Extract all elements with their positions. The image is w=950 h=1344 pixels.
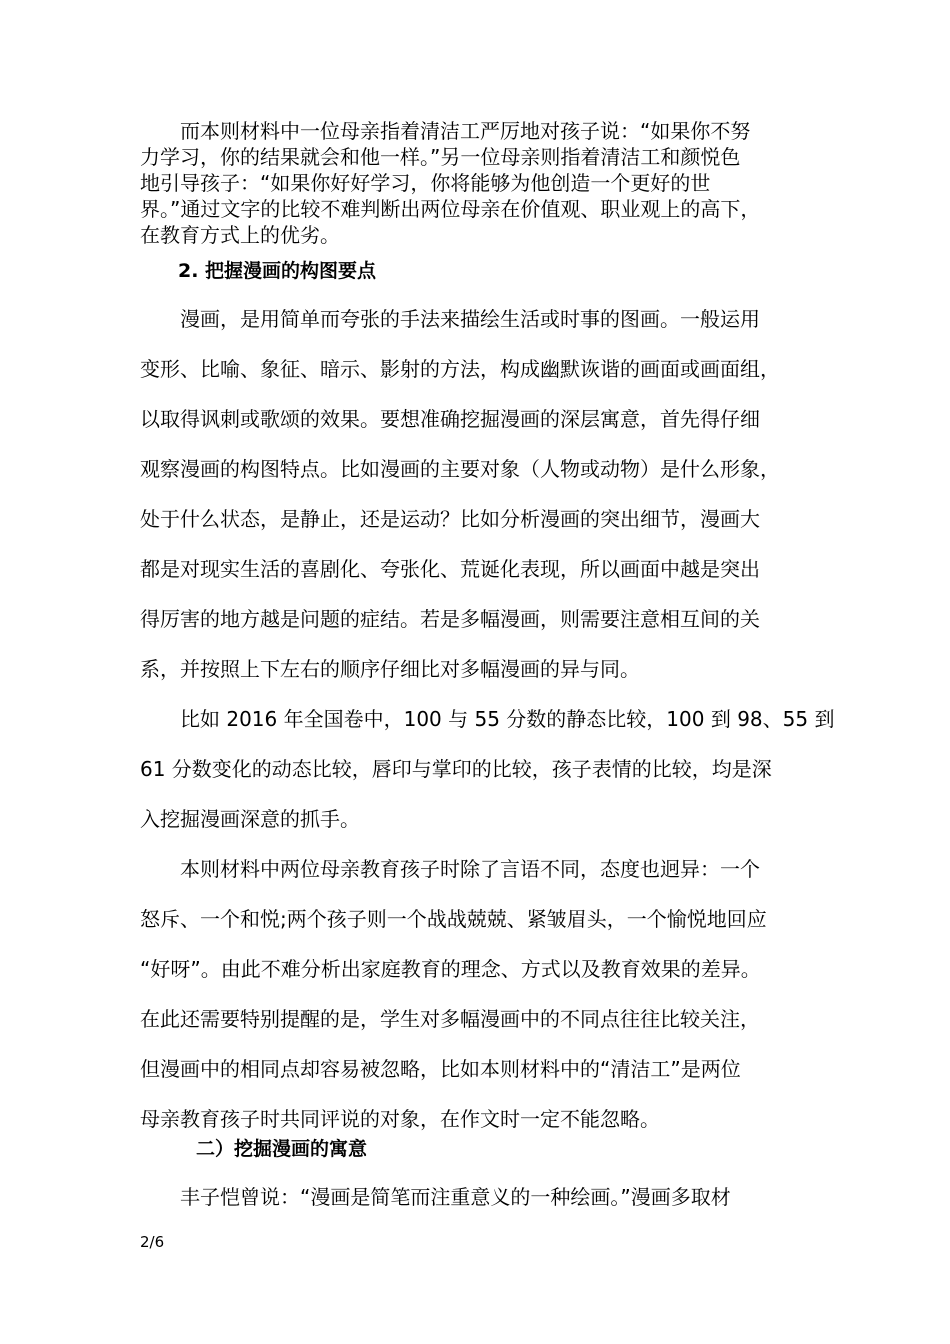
paragraph-line: 力学习，你的结果就会和他一样。”另一位母亲则指着清洁工和颜悦色 [140,145,741,169]
section-heading-2: 2. 把握漫画的构图要点 [178,260,377,282]
page-number: 2/6 [140,1233,165,1251]
paragraph-line: 处于什么状态，是静止，还是运动？比如分析漫画的突出细节，漫画大 [140,507,760,531]
paragraph-line: 界。”通过文字的比较不难判断出两位母亲在价值观、职业观上的高下， [140,197,761,221]
paragraph-line: 在此还需要特别提醒的是，学生对多幅漫画中的不同点往往比较关注， [140,1007,760,1031]
paragraph-line: 本则材料中两位母亲教育孩子时除了言语不同，态度也迥异：一个 [140,857,760,881]
paragraph-line: 母亲教育孩子时共同评说的对象，在作文时一定不能忽略。 [140,1107,660,1131]
paragraph-line: 入挖掘漫画深意的抓手。 [140,807,360,831]
paragraph-line: 61 分数变化的动态比较，唇印与掌印的比较，孩子表情的比较，均是深 [140,757,772,781]
paragraph-line: 丰子恺曾说：“漫画是简笔而注重意义的一种绘画。”漫画多取材 [140,1185,731,1209]
paragraph-line: 漫画，是用简单而夸张的手法来描绘生活或时事的图画。一般运用 [140,307,760,331]
section-heading-3: 二）挖掘漫画的寓意 [196,1138,368,1160]
paragraph-line: 而本则材料中一位母亲指着清洁工严厉地对孩子说：“如果你不努 [140,119,751,143]
paragraph-line: “好呀”。由此不难分析出家庭教育的理念、方式以及教育效果的差异。 [140,957,761,981]
paragraph-line: 得厉害的地方越是问题的症结。若是多幅漫画，则需要注意相互间的关 [140,607,760,631]
paragraph-line: 地引导孩子：“如果你好好学习，你将能够为他创造一个更好的世 [140,171,711,195]
paragraph-1 [140,118,830,248]
paragraph-line: 观察漫画的构图特点。比如漫画的主要对象（人物或动物）是什么形象， [140,457,780,481]
paragraph-line: 但漫画中的相同点却容易被忽略，比如本则材料中的“清洁工”是两位 [140,1057,741,1081]
paragraph-line: 变形、比喻、象征、暗示、影射的方法，构成幽默诙谐的画面或画面组， [140,357,780,381]
paragraph-line: 在教育方式上的优劣。 [140,223,340,247]
paragraph-line: 以取得讽刺或歌颂的效果。要想准确挖掘漫画的深层寓意，首先得仔细 [140,407,760,431]
paragraph-line: 都是对现实生活的喜剧化、夸张化、荒诞化表现，所以画面中越是突出 [140,557,760,581]
paragraph-line: 比如 2016 年全国卷中，100 与 55 分数的静态比较，100 到 98、55 到 [140,707,835,731]
paragraph-line: 系，并按照上下左右的顺序仔细比对多幅漫画的异与同。 [140,657,640,681]
paragraph-line: 怒斥、一个和悦;两个孩子则一个战战兢兢、紧皱眉头，一个愉悦地回应 [140,907,767,931]
